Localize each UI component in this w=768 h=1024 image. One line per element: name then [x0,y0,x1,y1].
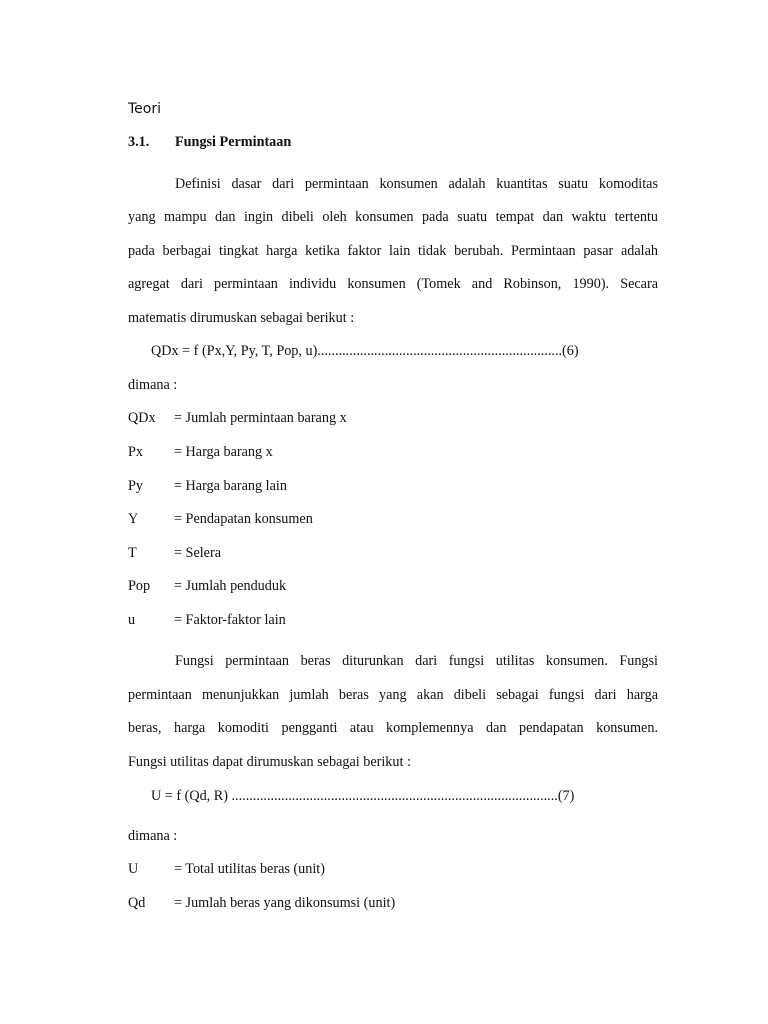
definition-symbol: u [128,612,136,628]
definition-description: = Jumlah beras yang dikonsumsi (unit) [174,895,396,911]
definition-description: = Jumlah penduduk [174,578,287,594]
section-title: Fungsi Permintaan [175,134,292,150]
definition-description: = Selera [174,545,221,561]
definition-description: = Harga barang x [174,444,273,460]
definition-symbol: U [128,861,139,877]
paragraph-line: pada berbagai tingkat harga ketika faktor lain tidak berubah. Permintaan pasar adalah [128,243,658,259]
definition-symbol: Pop [128,578,151,594]
definition-description: = Jumlah permintaan barang x [174,410,347,426]
paragraph-line: Definisi dasar dari permintaan konsumen adalah kuantitas suatu komoditas [175,176,658,192]
definition-symbol: QDx [128,410,156,426]
definition-description: = Faktor-faktor lain [174,612,286,628]
where-label: dimana : [128,377,178,393]
definition-description: = Pendapatan konsumen [174,511,313,527]
definition-description: = Harga barang lain [174,478,287,494]
paragraph-line: agregat dari permintaan individu konsumen (Tomek and Robinson, 1990). Secara [128,276,658,292]
formula-demand: QDx = f (Px,Y, Py, T, Pop, u).....................................................................(6) [151,343,579,359]
section-number: 3.1. [128,134,150,150]
paragraph-line: yang mampu dan ingin dibeli oleh konsumen pada suatu tempat dan waktu tertentu [128,209,658,225]
definition-symbol: T [128,545,137,561]
document-heading: Teori [128,101,161,117]
definition-symbol: Y [128,511,139,527]
definition-description: = Total utilitas beras (unit) [174,861,325,877]
definition-symbol: Py [128,478,143,494]
paragraph-line: matematis dirumuskan sebagai berikut : [128,310,355,326]
paragraph-line: Fungsi permintaan beras diturunkan dari fungsi utilitas konsumen. Fungsi [175,653,658,669]
paragraph-line: beras, harga komoditi pengganti atau komplemennya dan pendapatan konsumen. [128,720,658,736]
where-label: dimana : [128,828,178,844]
paragraph-line: permintaan menunjukkan jumlah beras yang akan dibeli sebagai fungsi dari harga [128,687,658,703]
definition-symbol: Qd [128,895,146,911]
paragraph-line: Fungsi utilitas dapat dirumuskan sebagai berikut : [128,754,411,770]
definition-symbol: Px [128,444,143,460]
formula-utility: U = f (Qd, R) ............................................................................................(7) [151,788,575,804]
